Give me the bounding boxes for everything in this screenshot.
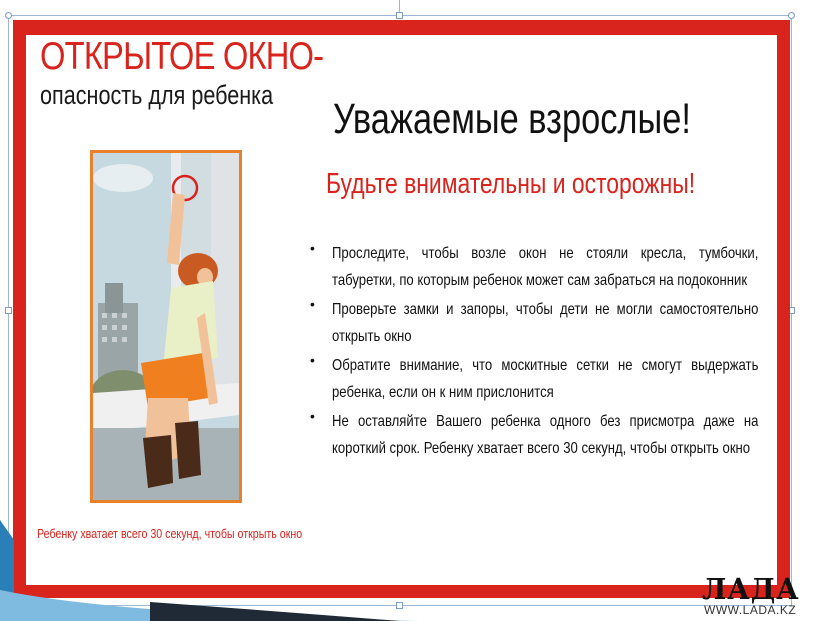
tip-text: Не оставляйте Вашего ребенка одного без присмотра даже на короткий срок. Ребенку хватает всего 30 секунд, чтобы открыть окно [332,413,759,457]
poster-subheading: Будьте внимательны и осторожны! [326,168,696,200]
list-item [310,352,759,406]
poster-title-red: ОТКРЫТОЕ ОКНО- [40,35,324,78]
lada-url: WWW.LADA.KZ [704,603,797,617]
poster-caption: Ребенку хватает всего 30 секунд, чтобы открыть окно [37,526,303,541]
decorative-swoosh [0,520,420,621]
list-item [310,296,759,350]
bullet-icon: • [310,352,315,368]
lada-logo: ЛАДА [702,572,800,606]
list-item [310,408,759,462]
poster-heading: Уважаемые взрослые! [333,95,691,143]
bullet-icon: • [310,296,315,312]
tip-text: Проверьте замки и запоры, чтобы дети не могли самостоятельно открыть окно [332,301,759,345]
child-climbing-window-illustration [90,150,242,503]
resize-handle-top-left[interactable] [5,12,12,19]
bullet-icon: • [310,408,315,424]
safety-tips-list [310,240,759,464]
resize-handle-top[interactable] [396,12,403,19]
poster-title-black: опасность для ребенка [40,80,274,110]
resize-handle-top-right[interactable] [788,12,795,19]
resize-handle-left[interactable] [5,307,12,314]
tip-text: Проследите, чтобы возле окон не стояли кресла, тумбочки, табуретки, по которым ребенок может сам забраться на подоконник [332,245,759,289]
list-item [310,240,759,294]
tip-text: Обратите внимание, что москитные сетки не смогут выдержать ребенка, если он к ним прислонится [332,357,759,401]
bullet-icon: • [310,240,315,256]
